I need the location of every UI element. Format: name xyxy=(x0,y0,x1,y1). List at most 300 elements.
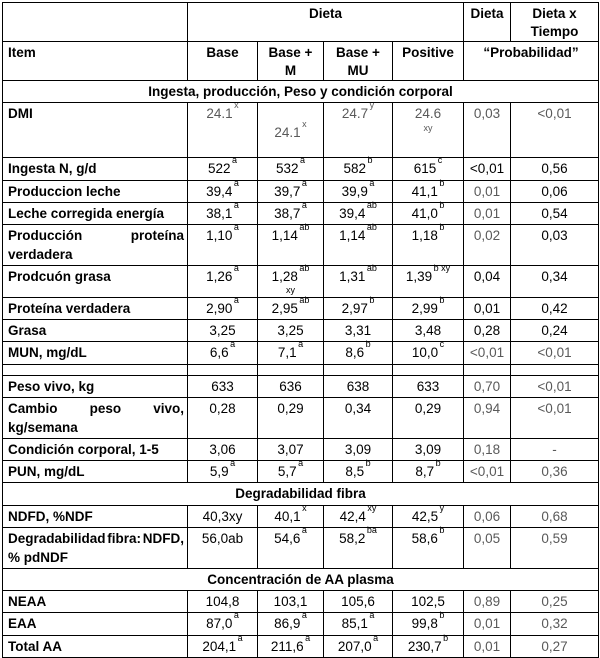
spacer-cell xyxy=(258,364,324,375)
value-line xyxy=(191,592,254,611)
value-number: 1,31 xyxy=(339,269,366,285)
superscript: b xy xyxy=(433,263,451,274)
value-number: 54,6 xyxy=(274,530,301,546)
value-cell xyxy=(258,375,324,397)
header-col-base xyxy=(188,42,258,81)
value-line xyxy=(261,199,320,223)
superscript: a xyxy=(369,610,375,621)
value-cell xyxy=(324,524,393,568)
value-cell xyxy=(258,199,324,224)
header-col-positive xyxy=(393,42,464,81)
p-dieta-tiempo-cell: 0,25 xyxy=(511,591,599,613)
header-col-base-m xyxy=(258,42,324,81)
value-line xyxy=(261,321,320,340)
p-dieta-cell: 0,06 xyxy=(464,505,511,527)
value-line xyxy=(261,119,320,142)
p-dieta-tiempo-cell: 0,06 xyxy=(511,180,599,202)
superscript: a xyxy=(300,155,306,166)
value-cell xyxy=(393,591,464,613)
p-dieta-tiempo-cell: <0,01 xyxy=(511,397,599,438)
row-label-line2: % pdNDF xyxy=(8,549,68,565)
value-cell xyxy=(188,527,258,568)
value-line xyxy=(396,321,460,340)
spacer-cell xyxy=(324,364,393,375)
p-dieta-tiempo-cell: - xyxy=(511,439,599,461)
superscript: b xyxy=(439,177,445,188)
p-dieta-tiempo-cell: <0,01 xyxy=(511,103,599,158)
value-number: 58,6 xyxy=(411,530,438,546)
superscript: ab xyxy=(299,263,310,274)
value-number: 39,7 xyxy=(274,183,301,199)
value-number: 0,29 xyxy=(414,400,442,416)
value-line xyxy=(396,221,460,245)
header-dieta-group: Dieta xyxy=(188,3,464,42)
p-dieta-cell: 0,28 xyxy=(464,320,511,342)
superscript: a xyxy=(301,524,307,535)
table-row xyxy=(3,266,599,298)
table-row xyxy=(3,397,599,438)
value-cell xyxy=(188,100,258,158)
superscript: b xyxy=(435,458,441,469)
value-line xyxy=(261,592,320,611)
value-number: 104,8 xyxy=(205,594,240,610)
value-cell xyxy=(188,505,258,527)
p-dieta-cell: <0,01 xyxy=(464,461,511,483)
value-line xyxy=(261,458,320,481)
superscript: a xyxy=(233,221,239,232)
section-title: Degradabilidad fibra xyxy=(3,483,599,505)
superscript: ab xyxy=(366,221,377,232)
value-line xyxy=(327,377,389,396)
row-label-line2: verdadera xyxy=(8,246,73,262)
value-number: 85,1 xyxy=(341,616,368,632)
value-line xyxy=(191,100,254,123)
row-label: PUN, mg/dL xyxy=(3,461,188,483)
value-number: 3,48 xyxy=(414,323,442,339)
header-dieta-tiempo-line2: Tiempo xyxy=(530,23,579,39)
superscript: b xyxy=(439,295,445,306)
superscript: a xyxy=(233,263,239,274)
value-cell xyxy=(258,320,324,342)
superscript: a xyxy=(298,458,304,469)
value-line xyxy=(191,458,254,481)
superscript: a xyxy=(305,632,311,643)
p-dieta-cell: 0,01 xyxy=(464,613,511,635)
value-cell xyxy=(188,295,258,320)
value-line xyxy=(261,524,320,548)
value-line xyxy=(261,295,320,318)
value-cell xyxy=(324,439,393,461)
value-number: 5,7 xyxy=(277,464,297,480)
p-dieta-cell: 0,05 xyxy=(464,527,511,568)
value-line xyxy=(191,177,254,201)
value-cell xyxy=(258,103,324,158)
value-number: 40,1 xyxy=(274,508,301,524)
superscript: y xyxy=(369,100,375,111)
header-dieta-tiempo xyxy=(511,3,599,42)
value-cell xyxy=(324,375,393,397)
superscript: a xyxy=(301,199,307,210)
value-number: 3,25 xyxy=(209,323,236,339)
section-row xyxy=(3,569,599,591)
value-cell xyxy=(258,295,324,320)
value-cell xyxy=(258,397,324,438)
value-number: 58,2 xyxy=(339,530,366,546)
superscript: b xyxy=(443,632,449,643)
value-line xyxy=(396,104,460,123)
section-title: Concentración de AA plasma xyxy=(3,569,599,591)
p-dieta-cell: 0,89 xyxy=(464,591,511,613)
value-number: 10,0 xyxy=(411,345,439,361)
value-cell xyxy=(393,320,464,342)
p-dieta-cell: 0,02 xyxy=(464,224,511,265)
p-dieta-cell: 0,70 xyxy=(464,375,511,397)
value-cell xyxy=(188,339,258,364)
value-cell xyxy=(324,177,393,202)
table-row xyxy=(3,505,599,527)
superscript: a xyxy=(232,155,238,166)
value-number: 39,4 xyxy=(206,183,233,199)
p-dieta-tiempo-cell: 0,32 xyxy=(511,613,599,635)
spacer-cell xyxy=(3,364,188,375)
header-col-base-m-line1: Base + xyxy=(268,45,313,61)
value-line xyxy=(261,263,320,286)
value-line xyxy=(327,502,389,526)
value-number: 8,5 xyxy=(345,464,365,480)
row-label-word: Producción xyxy=(8,227,83,243)
value-line xyxy=(327,263,389,286)
row-label-word: vivo, xyxy=(153,400,184,416)
superscript: ab xyxy=(299,221,310,232)
value-cell xyxy=(258,458,324,483)
value-cell xyxy=(188,221,258,265)
superscript: b xyxy=(369,295,375,306)
value-cell xyxy=(258,339,324,364)
header-col-base-m-line2: M xyxy=(284,62,297,78)
table-row xyxy=(3,635,599,657)
row-label: Ingesta N, g/d xyxy=(3,158,188,180)
value-line xyxy=(191,199,254,223)
value-number: 1,14 xyxy=(271,227,298,243)
value-cell xyxy=(324,339,393,364)
value-line xyxy=(327,155,389,178)
value-number: 3,09 xyxy=(344,442,372,458)
superscript: y xyxy=(439,502,445,513)
row-label-word: NDFD, xyxy=(142,530,184,546)
value-cell xyxy=(188,397,258,438)
table-row xyxy=(3,591,599,613)
value-number: 522 xyxy=(207,161,231,177)
p-dieta-tiempo-cell: <0,01 xyxy=(511,375,599,397)
value-line xyxy=(191,339,254,362)
row-label-word: Cambio xyxy=(8,400,58,416)
value-line xyxy=(396,502,460,526)
value-cell xyxy=(188,177,258,202)
value-line xyxy=(327,458,389,481)
superscript: xy xyxy=(367,502,377,513)
row-label: Total AA xyxy=(3,635,188,657)
value-line xyxy=(327,592,389,611)
value-number: 633 xyxy=(211,378,234,394)
superscript: ab xyxy=(366,199,377,210)
value-number: 6,6 xyxy=(209,345,229,361)
value-number: 3,31 xyxy=(344,323,372,339)
superscript: ba xyxy=(366,524,377,535)
superscript: b xyxy=(367,155,373,166)
table-row xyxy=(3,180,599,202)
value-number: 633 xyxy=(416,378,440,394)
superscript: b xyxy=(439,221,445,232)
superscript: a xyxy=(369,177,375,188)
value-number: 1,26 xyxy=(206,269,233,285)
superscript: a xyxy=(230,339,236,350)
value-cell xyxy=(258,524,324,568)
value-cell xyxy=(393,397,464,438)
value-line xyxy=(191,632,254,656)
value-line xyxy=(327,440,389,459)
table-row xyxy=(3,342,599,364)
value-number: 41,0 xyxy=(411,205,438,221)
value-cell xyxy=(393,439,464,461)
superscript: a xyxy=(301,610,307,621)
value-cell xyxy=(258,221,324,265)
value-line xyxy=(396,524,460,548)
row-label-word: proteína xyxy=(130,227,184,243)
table-row xyxy=(3,298,599,320)
table-row xyxy=(3,461,599,483)
value-number: 3,06 xyxy=(209,442,236,458)
value-line xyxy=(191,377,254,396)
header-dieta-col: Dieta xyxy=(464,3,511,42)
value-number: 3,25 xyxy=(277,323,304,339)
table-row xyxy=(3,202,599,224)
value-number: 8,7 xyxy=(415,464,435,480)
table-row xyxy=(3,158,599,180)
superscript: b xyxy=(439,524,445,535)
superscript: ab xyxy=(366,263,377,274)
value-number: 41,1 xyxy=(411,183,438,199)
value-line xyxy=(191,295,254,318)
p-dieta-tiempo-cell: 0,34 xyxy=(511,266,599,298)
value-cell xyxy=(188,199,258,224)
superscript: a xyxy=(230,458,236,469)
value-cell xyxy=(324,320,393,342)
row-label xyxy=(3,397,188,438)
value-line xyxy=(191,221,254,245)
value-line xyxy=(261,221,320,245)
value-line xyxy=(261,155,320,178)
row-label: Leche corregida energía xyxy=(3,202,188,224)
value-line xyxy=(396,632,460,656)
value-number: 105,6 xyxy=(341,594,375,610)
value-cell xyxy=(393,155,464,180)
value-cell xyxy=(188,632,258,657)
value-cell xyxy=(324,155,393,180)
value-line xyxy=(261,339,320,362)
value-line xyxy=(191,263,254,286)
p-dieta-tiempo-cell: <0,01 xyxy=(511,342,599,364)
spacer-cell xyxy=(511,364,599,375)
p-dieta-cell: 0,01 xyxy=(464,180,511,202)
superscript: ab xyxy=(299,295,310,306)
value-line xyxy=(191,529,254,548)
value-line xyxy=(396,295,460,318)
p-dieta-tiempo-cell: 0,24 xyxy=(511,320,599,342)
value-line xyxy=(191,155,254,178)
value-number: 103,1 xyxy=(273,594,308,610)
value-line xyxy=(396,339,460,362)
header-item-spacer xyxy=(3,3,188,42)
value-cell xyxy=(393,458,464,483)
value-cell xyxy=(393,263,464,298)
value-cell xyxy=(188,375,258,397)
value-cell xyxy=(324,632,393,657)
value-cell xyxy=(393,295,464,320)
value-number: 1,18 xyxy=(411,227,438,243)
value-number: 56,0ab xyxy=(201,530,244,546)
row-label: Prodcuón grasa xyxy=(3,266,188,298)
value-cell xyxy=(393,524,464,568)
p-dieta-tiempo-cell: 0,03 xyxy=(511,224,599,265)
value-line xyxy=(396,263,460,286)
value-number: 3,07 xyxy=(277,442,304,458)
value-line xyxy=(396,440,460,459)
value-number: 532 xyxy=(275,161,299,177)
value-cell xyxy=(258,591,324,613)
row-label-word: fibra: xyxy=(107,530,142,546)
row-label: Peso vivo, kg xyxy=(3,375,188,397)
superscript: a xyxy=(237,632,243,643)
value-cell xyxy=(324,199,393,224)
value-cell xyxy=(188,458,258,483)
row-label-word: Degradabilidad xyxy=(8,530,106,546)
superscript: c xyxy=(439,339,445,350)
value-line xyxy=(261,399,320,418)
header-col-base-mu xyxy=(324,42,393,81)
superscript: a xyxy=(373,632,379,643)
value-cell xyxy=(393,339,464,364)
superscript: c xyxy=(437,155,443,166)
value-cell xyxy=(393,221,464,265)
superscript: a xyxy=(233,177,239,188)
header-item: Item xyxy=(3,42,188,81)
header-group-row xyxy=(3,3,599,42)
value-cell xyxy=(188,320,258,342)
value-cell xyxy=(188,155,258,180)
value-cell xyxy=(324,591,393,613)
section-row xyxy=(3,81,599,103)
header-col-positive-line1: Positive xyxy=(402,45,454,61)
value-line xyxy=(327,632,389,656)
superscript: a xyxy=(233,610,239,621)
value-cell xyxy=(393,375,464,397)
p-dieta-cell: 0,04 xyxy=(464,266,511,298)
row-label-line1 xyxy=(8,226,184,245)
value-number: 2,95 xyxy=(271,301,298,317)
p-dieta-tiempo-cell: 0,54 xyxy=(511,202,599,224)
value-number: 1,28 xyxy=(271,269,298,285)
value-line xyxy=(396,458,460,481)
value-cell xyxy=(188,263,258,298)
table-row xyxy=(3,375,599,397)
value-number: 86,9 xyxy=(274,616,301,632)
header-col-base-mu-line2: MU xyxy=(347,62,369,78)
value-number: 1,39 xyxy=(405,269,433,285)
row-label-line1 xyxy=(8,529,184,548)
p-dieta-tiempo-cell: 0,56 xyxy=(511,158,599,180)
p-dieta-cell: 0,03 xyxy=(464,103,511,158)
table-row xyxy=(3,103,599,158)
header-dieta-tiempo-line1: Dieta x xyxy=(532,6,577,21)
value-number: 40,3xy xyxy=(202,508,243,524)
superscript: a xyxy=(233,295,239,306)
value-line xyxy=(327,100,389,123)
value-number: 582 xyxy=(343,161,366,177)
row-label: NDFD, %NDF xyxy=(3,505,188,527)
spacer-cell xyxy=(464,364,511,375)
row-label-word: peso xyxy=(89,400,122,416)
value-line xyxy=(396,177,460,201)
value-number: 8,6 xyxy=(345,345,365,361)
value-cell xyxy=(324,458,393,483)
value-line xyxy=(327,524,389,548)
value-number: 24.7 xyxy=(341,106,369,122)
value-number: 2,90 xyxy=(206,301,233,317)
value-number: 39,4 xyxy=(339,205,366,221)
row-label: DMI xyxy=(3,103,188,158)
results-table xyxy=(2,2,599,658)
value-number: 39,9 xyxy=(341,183,368,199)
value-number: 2,97 xyxy=(341,301,368,317)
value-number: 211,6 xyxy=(270,638,304,654)
p-dieta-cell: <0,01 xyxy=(464,158,511,180)
value-cell xyxy=(324,295,393,320)
section-row xyxy=(3,483,599,505)
value-number: 1,14 xyxy=(339,227,366,243)
value-line xyxy=(191,440,254,459)
value-line xyxy=(327,339,389,362)
value-cell xyxy=(188,439,258,461)
p-dieta-cell: 0,18 xyxy=(464,439,511,461)
section-title: Ingesta, producción, Peso y condición corporal xyxy=(3,81,599,103)
value-number: 230,7 xyxy=(407,638,442,654)
value-line xyxy=(261,177,320,201)
value-number: 615 xyxy=(413,161,437,177)
row-label xyxy=(3,224,188,265)
value-number: 42,4 xyxy=(339,508,366,524)
value-cell xyxy=(188,591,258,613)
value-line xyxy=(396,592,460,611)
value-number: 38,1 xyxy=(206,205,233,221)
row-label: Proteína verdadera xyxy=(3,298,188,320)
value-number: 24.1 xyxy=(274,125,301,141)
superscript-below: xy xyxy=(286,285,295,296)
value-line xyxy=(327,199,389,223)
value-number: 7,1 xyxy=(277,345,297,361)
value-line xyxy=(327,321,389,340)
p-dieta-tiempo-cell: 0,59 xyxy=(511,527,599,568)
header-col-base-line1: Base xyxy=(206,45,239,61)
value-line xyxy=(396,399,460,418)
superscript: a xyxy=(233,199,239,210)
p-dieta-tiempo-cell: 0,36 xyxy=(511,461,599,483)
table-body xyxy=(3,81,599,657)
spacer-row xyxy=(3,364,599,375)
value-line xyxy=(327,177,389,201)
value-number: 87,0 xyxy=(206,616,233,632)
value-line xyxy=(191,507,254,526)
value-number: 3,09 xyxy=(414,442,442,458)
